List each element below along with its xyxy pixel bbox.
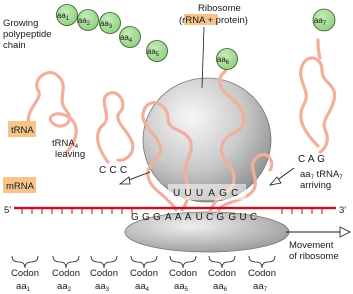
- residue-aa4-label: $aa_4$: [119, 33, 133, 44]
- label-of-ribosome: of ribosome: [289, 251, 339, 262]
- label-arriving: arriving: [300, 180, 332, 191]
- codon-5-label: Codon: [169, 268, 197, 279]
- codon-4-label: Codon: [130, 268, 158, 279]
- ribosome-anticodons: [168, 184, 246, 200]
- residue-aa2-label: $aa_2$: [77, 16, 91, 27]
- codon-4-aa: $aa_4$: [135, 281, 149, 293]
- residue-aa7-label: $aa_7$: [313, 16, 327, 27]
- trna4-leaving: [98, 93, 133, 162]
- codon-5-aa: $aa_5$: [174, 281, 188, 293]
- codon-1-label: Codon: [11, 268, 39, 279]
- label-trna4: tRNA$_4$: [52, 138, 79, 150]
- residue-aa1-label: $aa_1$: [56, 11, 70, 22]
- polypeptide-chain: [57, 5, 168, 62]
- codon-2-aa: $aa_2$: [57, 281, 71, 293]
- codon-3-aa: $aa_3$: [95, 281, 109, 293]
- residue-aa5-label: $aa_5$: [146, 47, 160, 58]
- label-trna: tRNA: [11, 125, 34, 136]
- label-3-prime: 3': [339, 205, 347, 216]
- codon-braces: [12, 256, 275, 268]
- codon-2-label: Codon: [52, 268, 80, 279]
- codon-7-aa: $aa_7$: [253, 281, 267, 293]
- label-growing-chain-3: chain: [3, 40, 26, 51]
- codon-labels: [11, 268, 276, 293]
- label-growing-chain-2: polypeptide: [3, 29, 52, 40]
- trna7-arriving: [301, 58, 335, 152]
- label-aa7-trna7: $aa_7$ tRNA$_7$: [300, 169, 343, 181]
- codon-6-label: Codon: [208, 268, 236, 279]
- residue-aa3-label: $aa_3$: [99, 19, 113, 30]
- codon-6-aa: $aa_6$: [213, 281, 227, 293]
- mrna-sequence: G G G A A A U C G G U C: [131, 212, 258, 223]
- ribosome-large-subunit: [143, 78, 271, 202]
- label-ribosome: Ribosome: [198, 3, 241, 14]
- codon-7-label: Codon: [248, 268, 276, 279]
- label-mrna: mRNA: [6, 181, 34, 192]
- svg-text:UUUAGC: U U U A G C: [173, 188, 239, 199]
- label-5-prime: 5': [4, 205, 12, 216]
- trna4-anticodon: C C C: [99, 165, 128, 176]
- label-movement: Movement: [289, 240, 334, 251]
- label-growing-chain-1: Growing: [3, 18, 39, 29]
- movement-arrow-head: [340, 227, 350, 237]
- codon-3-label: Codon: [90, 268, 118, 279]
- residue-aa6-label: $aa_6$: [216, 55, 230, 66]
- label-rrna-protein: (rRNA + protein): [179, 15, 248, 26]
- label-trna4-leaving: leaving: [55, 149, 86, 160]
- codon-1-aa: $aa_1$: [16, 281, 30, 293]
- trna7-anticodon: C A G: [298, 154, 326, 165]
